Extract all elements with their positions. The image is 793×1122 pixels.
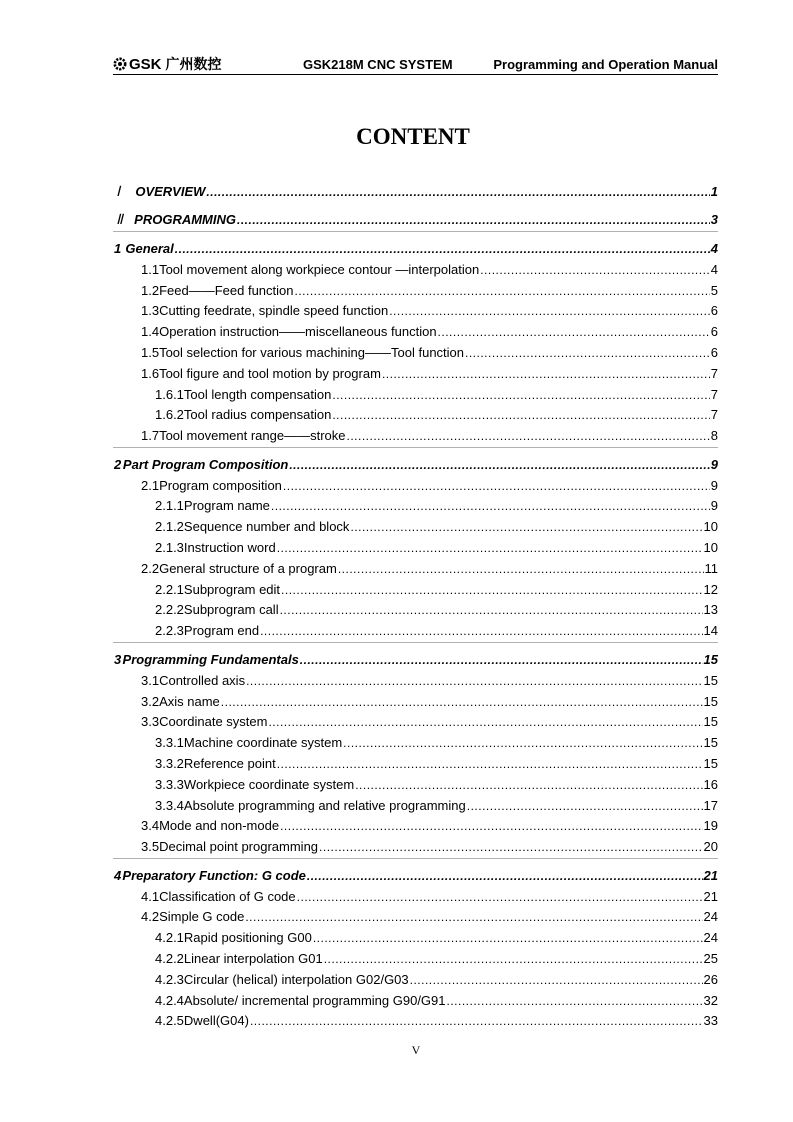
toc-entry[interactable] bbox=[141, 693, 718, 711]
toc-entry-number: 4.2.1 bbox=[155, 930, 184, 945]
toc-entry-page: 3 bbox=[710, 212, 718, 227]
dot-leader bbox=[294, 282, 709, 300]
toc-entry-page: 1 bbox=[710, 184, 718, 199]
toc-entry-number: 3 bbox=[114, 652, 122, 667]
section-divider bbox=[113, 642, 718, 643]
toc-entry-label: Sequence number and block bbox=[183, 519, 350, 534]
toc-entry-label: Tool movement along workpiece contour —interpolation bbox=[159, 262, 480, 277]
toc-entry[interactable] bbox=[141, 713, 718, 731]
toc-entry-number: 3.1 bbox=[141, 673, 160, 688]
toc-entry-number: 1.5 bbox=[141, 345, 160, 360]
toc-entry-number: 4 bbox=[114, 868, 122, 883]
section-divider bbox=[113, 231, 718, 232]
toc-entry-number: 2.2.1 bbox=[155, 582, 184, 597]
toc-entry-page: 15 bbox=[703, 714, 718, 729]
dot-leader bbox=[332, 406, 709, 424]
page-number: V bbox=[411, 1043, 421, 1057]
toc-entry-label: Tool length compensation bbox=[183, 387, 332, 402]
toc-entry-page: 15 bbox=[703, 694, 718, 709]
dot-leader bbox=[271, 497, 710, 515]
toc-entry[interactable] bbox=[155, 971, 718, 989]
toc-entry[interactable] bbox=[155, 601, 718, 619]
toc-entry-page: 24 bbox=[703, 909, 718, 924]
toc-entry-page: 16 bbox=[703, 777, 718, 792]
toc-entry-number: 3.4 bbox=[141, 818, 160, 833]
toc-entry-page: 32 bbox=[703, 993, 718, 1008]
toc-entry-label: Classification of G code bbox=[159, 889, 296, 904]
toc-entry-page: 9 bbox=[710, 498, 718, 513]
toc-entry[interactable] bbox=[141, 261, 718, 279]
toc-entry-label: Preparatory Function: G code bbox=[122, 868, 306, 883]
toc-entry-number: 1.2 bbox=[141, 283, 160, 298]
toc-entry-label: Program name bbox=[183, 498, 270, 513]
toc-entry-page: 8 bbox=[710, 428, 718, 443]
toc-entry-label: Program composition bbox=[159, 478, 282, 493]
toc-entry-page: 6 bbox=[710, 324, 718, 339]
toc-entry-label: Tool selection for various machining——Tool function bbox=[159, 345, 465, 360]
toc-entry-number: Ⅰ bbox=[116, 185, 121, 200]
toc-entry-number: 4.2.3 bbox=[155, 972, 184, 987]
toc-entry-label: Reference point bbox=[183, 756, 276, 771]
dot-leader bbox=[332, 386, 709, 404]
toc-entry-label: Controlled axis bbox=[159, 673, 246, 688]
toc-entry[interactable] bbox=[155, 581, 718, 599]
toc-entry-number: 1.6.1 bbox=[155, 387, 184, 402]
toc-entry-number: 1.1 bbox=[141, 262, 160, 277]
dot-leader bbox=[467, 797, 703, 815]
toc-entry-page: 7 bbox=[710, 366, 718, 381]
toc-entry[interactable] bbox=[141, 908, 718, 926]
toc-entry[interactable] bbox=[155, 992, 718, 1010]
toc-entry-page: 6 bbox=[710, 345, 718, 360]
toc-entry-label: Tool radius compensation bbox=[183, 407, 332, 422]
dot-leader bbox=[245, 908, 702, 926]
toc-entry[interactable] bbox=[155, 776, 718, 794]
toc-entry-number: 1.6.2 bbox=[155, 407, 184, 422]
toc-entry-label: General bbox=[125, 241, 174, 256]
toc-entry-label: Feed——Feed function bbox=[159, 283, 294, 298]
toc-entry-page: 12 bbox=[703, 582, 718, 597]
toc-entry[interactable] bbox=[114, 867, 718, 885]
toc-entry-label: Programming Fundamentals bbox=[122, 652, 299, 667]
gsk-logo bbox=[113, 54, 222, 74]
toc-entry-number: 3.3.3 bbox=[155, 777, 184, 792]
toc-entry-label: Coordinate system bbox=[159, 714, 268, 729]
toc-entry[interactable] bbox=[141, 838, 718, 856]
dot-leader bbox=[281, 581, 702, 599]
toc-entry-number: Ⅱ bbox=[116, 213, 123, 228]
toc-entry[interactable] bbox=[141, 817, 718, 835]
dot-leader bbox=[246, 672, 702, 690]
toc-entry-label: Tool figure and tool motion by program bbox=[159, 366, 381, 381]
toc-entry-label: General structure of a program bbox=[159, 561, 337, 576]
toc-entry[interactable] bbox=[155, 929, 718, 947]
toc-entry[interactable] bbox=[141, 323, 718, 341]
system-name: GSK218M CNC SYSTEM bbox=[303, 57, 453, 72]
toc-entry-label: Absolute programming and relative programming bbox=[183, 798, 466, 813]
toc-entry-page: 10 bbox=[703, 519, 718, 534]
dot-leader bbox=[300, 651, 703, 669]
toc-entry[interactable] bbox=[155, 497, 718, 515]
toc-entry-label: Cutting feedrate, spindle speed function bbox=[159, 303, 389, 318]
toc-entry[interactable] bbox=[141, 365, 718, 383]
toc-entry-number: 1.6 bbox=[141, 366, 160, 381]
toc-entry-page: 5 bbox=[710, 283, 718, 298]
toc-entry-number: 3.3 bbox=[141, 714, 160, 729]
toc-entry-page: 19 bbox=[703, 818, 718, 833]
toc-entry-number: 4.2.2 bbox=[155, 951, 184, 966]
toc-entry-number: 1 bbox=[114, 241, 122, 256]
toc-entry[interactable] bbox=[155, 518, 718, 536]
toc-entry[interactable] bbox=[141, 427, 718, 445]
toc-entry-page: 21 bbox=[703, 868, 718, 883]
toc-entry-number: 4.2 bbox=[141, 909, 160, 924]
toc-entry-page: 7 bbox=[710, 387, 718, 402]
toc-entry-label: Program end bbox=[183, 623, 260, 638]
toc-entry-page: 6 bbox=[710, 303, 718, 318]
toc-entry-number: 1.7 bbox=[141, 428, 160, 443]
toc-entry-number: 4.2.5 bbox=[155, 1013, 184, 1028]
dot-leader bbox=[410, 971, 703, 989]
toc-entry-page: 15 bbox=[703, 652, 718, 667]
toc-entry[interactable] bbox=[141, 282, 718, 300]
toc-entry-page: 9 bbox=[710, 478, 718, 493]
toc-entry-label: Circular (helical) interpolation G02/G03 bbox=[183, 972, 409, 987]
toc-entry-number: 2.1.1 bbox=[155, 498, 184, 513]
dot-leader bbox=[237, 211, 710, 229]
toc-entry[interactable] bbox=[155, 950, 718, 968]
toc-entry[interactable] bbox=[116, 211, 718, 229]
toc-entry[interactable] bbox=[141, 302, 718, 320]
logo-chinese-name: 广州数控 bbox=[165, 56, 222, 72]
logo-brand: GSK bbox=[129, 55, 162, 73]
toc-entry-number: 3.5 bbox=[141, 839, 160, 854]
dot-leader bbox=[338, 560, 704, 578]
gear-icon bbox=[113, 57, 127, 71]
toc-entry-label: PROGRAMMING bbox=[134, 212, 236, 227]
toc-entry-number: 3.3.4 bbox=[155, 798, 184, 813]
toc-entry[interactable] bbox=[141, 560, 718, 578]
toc-entry-page: 25 bbox=[703, 951, 718, 966]
dot-leader bbox=[250, 1012, 703, 1030]
toc-entry-page: 26 bbox=[703, 972, 718, 987]
toc-entry-label: Subprogram call bbox=[183, 602, 279, 617]
toc-entry-label: Rapid positioning G00 bbox=[183, 930, 312, 945]
toc-entry[interactable] bbox=[141, 477, 718, 495]
toc-entry[interactable] bbox=[155, 386, 718, 404]
toc-entry-label: Dwell(G04) bbox=[183, 1013, 249, 1028]
toc-entry-label: Mode and non-mode bbox=[159, 818, 280, 833]
page-header bbox=[113, 52, 718, 75]
toc-entry-label: Decimal point programming bbox=[159, 839, 319, 854]
section-divider bbox=[113, 858, 718, 859]
toc-entry-page: 7 bbox=[710, 407, 718, 422]
toc-entry-number: 2.2.2 bbox=[155, 602, 184, 617]
toc-entry-label: Linear interpolation G01 bbox=[183, 951, 323, 966]
dot-leader bbox=[438, 323, 710, 341]
dot-leader bbox=[297, 888, 703, 906]
toc-entry-number: 2.1.2 bbox=[155, 519, 184, 534]
toc-entry-page: 11 bbox=[704, 561, 718, 576]
dot-leader bbox=[280, 817, 702, 835]
toc-entry-number: 2 bbox=[114, 457, 122, 472]
toc-entry-label: OVERVIEW bbox=[135, 184, 206, 199]
dot-leader bbox=[465, 344, 710, 362]
toc-entry-page: 17 bbox=[703, 798, 718, 813]
dot-leader bbox=[355, 776, 702, 794]
toc-entry[interactable] bbox=[155, 755, 718, 773]
toc-entry-number: 2.2 bbox=[141, 561, 160, 576]
dot-leader bbox=[350, 518, 702, 536]
dot-leader bbox=[347, 427, 710, 445]
dot-leader bbox=[343, 734, 702, 752]
toc-entry-page: 20 bbox=[703, 839, 718, 854]
section-divider bbox=[113, 447, 718, 448]
toc-entry-page: 21 bbox=[703, 889, 718, 904]
toc-entry-label: Operation instruction——miscellaneous function bbox=[159, 324, 437, 339]
toc-entry[interactable] bbox=[141, 672, 718, 690]
page-title: CONTENT bbox=[356, 124, 470, 149]
dot-leader bbox=[260, 622, 702, 640]
dot-leader bbox=[277, 539, 703, 557]
toc-entry-page: 13 bbox=[703, 602, 718, 617]
toc-entry-label: Workpiece coordinate system bbox=[183, 777, 355, 792]
dot-leader bbox=[268, 713, 702, 731]
toc-entry[interactable] bbox=[155, 797, 718, 815]
toc-entry[interactable] bbox=[155, 539, 718, 557]
toc-entry[interactable] bbox=[141, 344, 718, 362]
dot-leader bbox=[175, 240, 710, 258]
toc-entry-number: 3.3.2 bbox=[155, 756, 184, 771]
dot-leader bbox=[206, 183, 709, 201]
dot-leader bbox=[280, 601, 703, 619]
dot-leader bbox=[480, 261, 710, 279]
toc-entry-number: 1.4 bbox=[141, 324, 160, 339]
toc-entry[interactable] bbox=[141, 888, 718, 906]
dot-leader bbox=[283, 477, 710, 495]
toc-entry-page: 24 bbox=[703, 930, 718, 945]
toc-entry[interactable] bbox=[114, 651, 718, 669]
toc-entry-number: 3.3.1 bbox=[155, 735, 184, 750]
dot-leader bbox=[289, 456, 709, 474]
toc-entry[interactable] bbox=[155, 406, 718, 424]
manual-title: Programming and Operation Manual bbox=[493, 57, 718, 72]
toc-entry-label: Part Program Composition bbox=[122, 457, 289, 472]
dot-leader bbox=[389, 302, 710, 320]
toc-entry-page: 4 bbox=[710, 262, 718, 277]
toc-entry-number: 2.1 bbox=[141, 478, 160, 493]
dot-leader bbox=[221, 693, 703, 711]
toc-entry-page: 14 bbox=[703, 623, 718, 638]
toc-entry-label: Instruction word bbox=[183, 540, 276, 555]
toc-entry-number: 3.2 bbox=[141, 694, 160, 709]
toc-entry[interactable] bbox=[155, 734, 718, 752]
toc-entry-page: 15 bbox=[703, 756, 718, 771]
toc-entry[interactable] bbox=[155, 1012, 718, 1030]
dot-leader bbox=[324, 950, 703, 968]
toc-entry-label: Axis name bbox=[159, 694, 220, 709]
toc-entry-page: 15 bbox=[703, 673, 718, 688]
toc-entry-page: 15 bbox=[703, 735, 718, 750]
toc-entry[interactable] bbox=[114, 240, 718, 258]
dot-leader bbox=[277, 755, 703, 773]
toc-entry[interactable] bbox=[116, 183, 718, 201]
toc-entry-page: 4 bbox=[710, 241, 718, 256]
toc-entry-label: Simple G code bbox=[159, 909, 245, 924]
toc-entry[interactable] bbox=[114, 456, 718, 474]
dot-leader bbox=[382, 365, 710, 383]
dot-leader bbox=[313, 929, 703, 947]
toc-entry-label: Subprogram edit bbox=[183, 582, 281, 597]
toc-entry-label: Absolute/ incremental programming G90/G91 bbox=[183, 993, 446, 1008]
toc-entry-number: 2.1.3 bbox=[155, 540, 184, 555]
toc-entry-label: Machine coordinate system bbox=[183, 735, 343, 750]
toc-entry-page: 33 bbox=[703, 1013, 718, 1028]
dot-leader bbox=[307, 867, 703, 885]
toc-entry-number: 1.3 bbox=[141, 303, 160, 318]
toc-entry-label: Tool movement range——stroke bbox=[159, 428, 346, 443]
toc-entry-page: 9 bbox=[710, 457, 718, 472]
dot-leader bbox=[319, 838, 703, 856]
toc-entry[interactable] bbox=[155, 622, 718, 640]
toc-entry-number: 4.2.4 bbox=[155, 993, 184, 1008]
toc-entry-page: 10 bbox=[703, 540, 718, 555]
toc-entry-number: 2.2.3 bbox=[155, 623, 184, 638]
toc-entry-number: 4.1 bbox=[141, 889, 160, 904]
dot-leader bbox=[447, 992, 703, 1010]
